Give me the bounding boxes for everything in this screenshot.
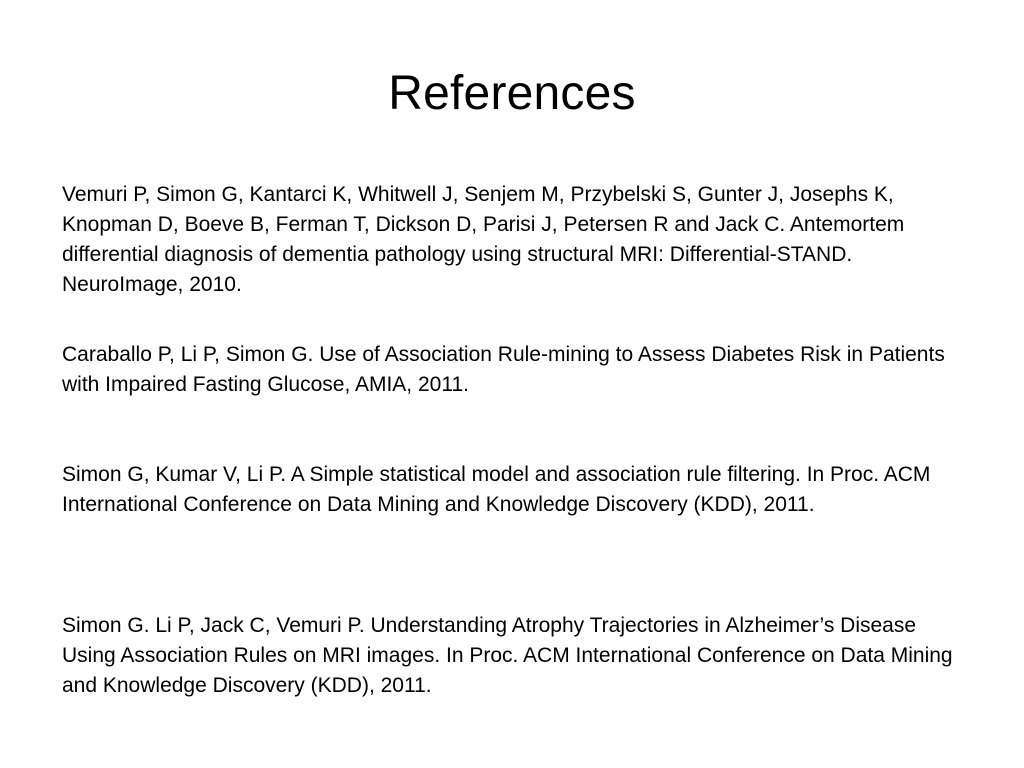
reference-item: Simon G. Li P, Jack C, Vemuri P. Understanding Atrophy Trajectories in Alzheimer’s Disease Using Association Rules on MRI images. In Proc. ACM International Conference on Data Mining and Knowledge Discovery (KDD), 2011. (62, 614, 953, 697)
reference-item: Simon G, Kumar V, Li P. A Simple statistical model and association rule filtering. In Proc. ACM International Conference on Data Mining and Knowledge Discovery (KDD), 2011. (62, 463, 931, 516)
slide-title: References (388, 67, 636, 120)
reference-item: Vemuri P, Simon G, Kantarci K, Whitwell J, Senjem M, Przybelski S, Gunter J, Josephs K, Knopman D, Boeve B, Ferman T, Dickson D, Parisi J, Petersen R and Jack C. Antemortem differential diagnosis of dementia pathology using structural MRI: Differential-STAND. NeuroImage, 2010. (62, 183, 905, 296)
reference-item: Caraballo P, Li P, Simon G. Use of Association Rule-mining to Assess Diabetes Risk in Patients with Impaired Fasting Glucose, AMIA, 2011. (62, 343, 945, 396)
